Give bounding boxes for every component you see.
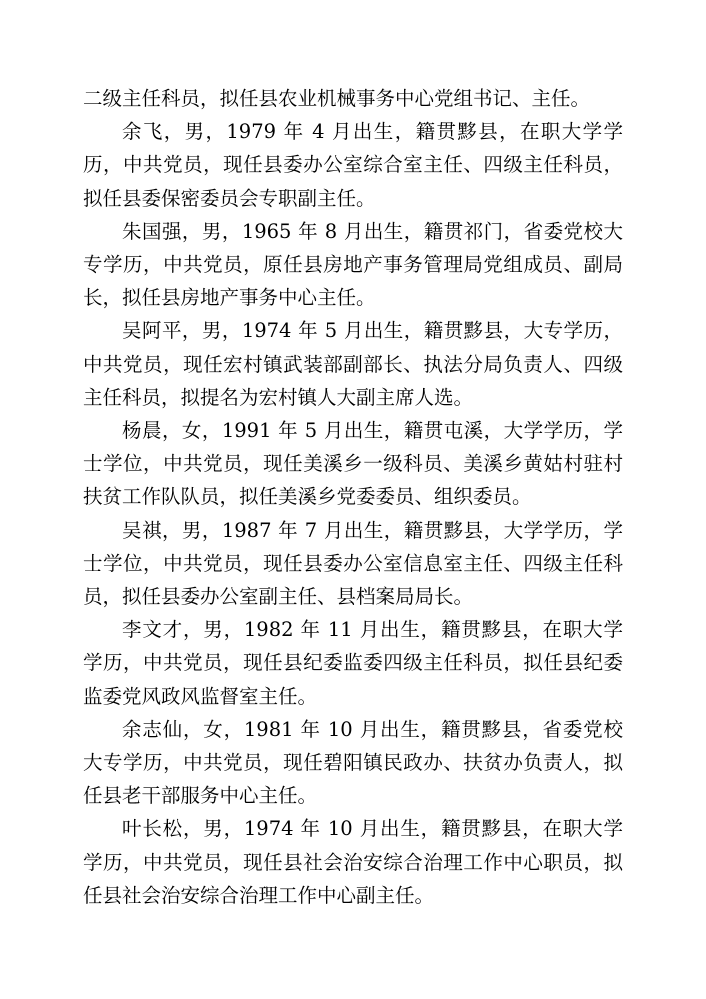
paragraph-wu-qi: 吴祺，男，1987 年 7 月出生，籍贯黟县，大学学历，学士学位，中共党员，现任县委办公室信息室主任、四级主任科员，拟任县委办公室副主任、县档案局局长。 xyxy=(83,518,623,609)
paragraph-yu-fei: 余飞，男，1979 年 4 月出生，籍贯黟县，在职大学学历，中共党员，现任县委办公室综合室主任、四级主任科员，拟任县委保密委员会专职副主任。 xyxy=(83,120,623,210)
paragraph-li-wencai: 李文才，男，1982 年 11 月出生，籍贯黟县，在职大学学历，中共党员，现任县纪委监委四级主任科员，拟任县纪委监委党风政风监督室主任。 xyxy=(83,618,623,708)
paragraph-zhu-guoqiang: 朱国强，男，1965 年 8 月出生，籍贯祁门，省委党校大专学历，中共党员，原任县房地产事务管理局党组成员、副局长，拟任县房地产事务中心主任。 xyxy=(83,219,623,310)
paragraph-wu-aping: 吴阿平，男，1974 年 5 月出生，籍贯黟县，大专学历，中共党员，现任宏村镇武装部副部长、执法分局负责人、四级主任科员，拟提名为宏村镇人大副主席人选。 xyxy=(83,319,623,409)
document-body xyxy=(83,82,623,912)
paragraph-ye-changsong: 叶长松，男，1974 年 10 月出生，籍贯黟县，在职大学学历，中共党员，现任县社会治安综合治理工作中心职员，拟任县社会治安综合治理工作中心副主任。 xyxy=(83,817,623,907)
paragraph-continuation: 二级主任科员，拟任县农业机械事务中心党组书记、主任。 xyxy=(83,87,591,110)
paragraph-yu-zhixian: 余志仙，女，1981 年 10 月出生，籍贯黟县，省委党校大专学历，中共党员，现任碧阳镇民政办、扶贫办负责人，拟任县老干部服务中心主任。 xyxy=(83,717,623,808)
paragraph-yang-chen: 杨晨，女，1991 年 5 月出生，籍贯屯溪，大学学历，学士学位，中共党员，现任美溪乡一级科员、美溪乡黄姑村驻村扶贫工作队队员，拟任美溪乡党委委员、组织委员。 xyxy=(83,419,623,509)
